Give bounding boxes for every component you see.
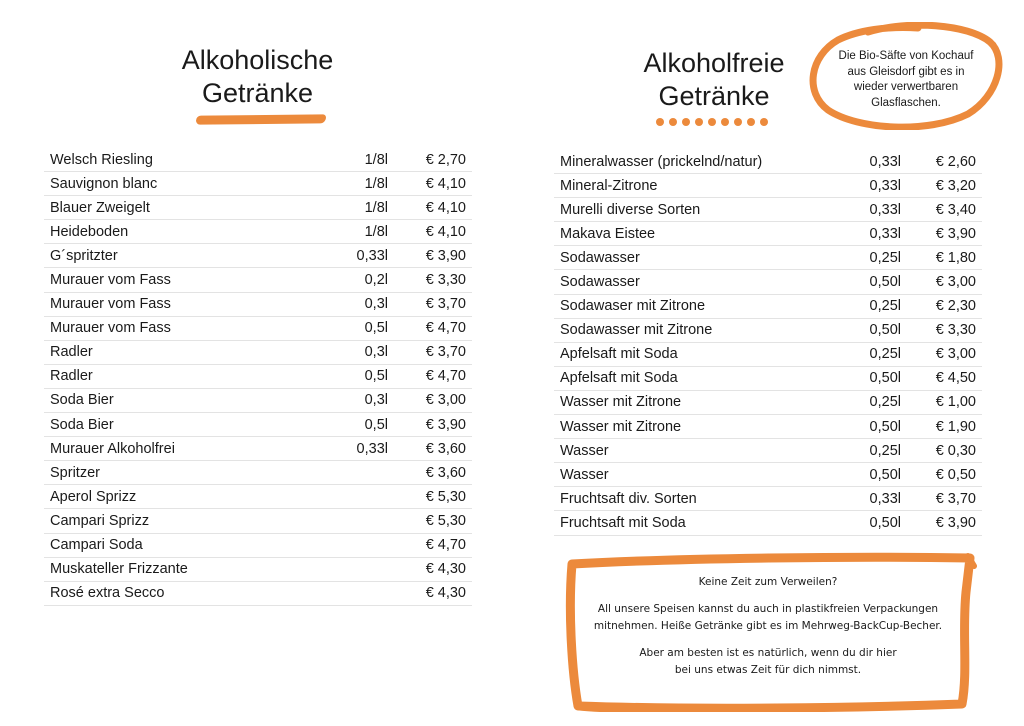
price-amount: 4,10 <box>437 199 466 216</box>
drink-price <box>390 172 472 196</box>
drink-price <box>915 487 982 511</box>
info-heading: Keine Zeit zum Verweilen? <box>698 576 838 588</box>
menu-item-row <box>44 340 472 364</box>
price-amount: 5,30 <box>437 512 466 529</box>
drink-size: 0,3l <box>322 292 390 316</box>
drink-price <box>390 148 472 172</box>
menu-item-row <box>554 390 982 414</box>
takeaway-info-text <box>578 574 958 689</box>
currency-symbol: € <box>935 298 944 315</box>
info-paragraph-2: Aber am besten ist es natürlich, wenn du dir hier bei uns etwas Zeit für dich nimmst. <box>639 647 897 676</box>
currency-symbol: € <box>425 464 434 481</box>
currency-symbol: € <box>935 177 944 194</box>
drink-name: Sodawaser mit Zitrone <box>554 294 845 318</box>
drink-size <box>322 557 390 581</box>
drink-name: Fruchtsaft div. Sorten <box>554 487 845 511</box>
drink-size: 0,33l <box>845 198 915 222</box>
title-dotted-ornament <box>656 118 786 130</box>
currency-symbol: € <box>425 488 434 505</box>
drink-size: 0,50l <box>845 415 915 439</box>
menu-item-row <box>44 485 472 509</box>
drink-size: 0,25l <box>845 439 915 463</box>
price-amount: 3,60 <box>437 440 466 457</box>
drink-size: 0,33l <box>845 150 915 174</box>
drink-price <box>390 388 472 412</box>
drink-size: 1/8l <box>322 220 390 244</box>
price-amount: 3,30 <box>437 272 466 289</box>
drink-price <box>390 437 472 461</box>
drink-name: Campari Soda <box>44 533 322 557</box>
drink-price <box>915 511 982 535</box>
currency-symbol: € <box>425 416 434 433</box>
drink-name: Wasser <box>554 463 845 487</box>
drink-price <box>390 533 472 557</box>
title-underline-brush <box>196 114 326 124</box>
drink-price <box>390 244 472 268</box>
drink-price <box>390 581 472 605</box>
menu-item-row <box>44 268 472 292</box>
drink-size: 0,50l <box>845 511 915 535</box>
drink-size: 1/8l <box>322 148 390 172</box>
drink-name: Soda Bier <box>44 413 322 437</box>
menu-item-row <box>554 198 982 222</box>
menu-item-row <box>44 244 472 268</box>
currency-symbol: € <box>425 296 434 313</box>
drink-name: Murauer vom Fass <box>44 292 322 316</box>
price-amount: 4,30 <box>437 585 466 602</box>
drink-size <box>322 581 390 605</box>
drink-name: Rosé extra Secco <box>44 581 322 605</box>
drink-name: Murauer Alkoholfrei <box>44 437 322 461</box>
drink-name: Radler <box>44 364 322 388</box>
drink-name: Wasser mit Zitrone <box>554 415 845 439</box>
title-line-1: Alkoholfreie <box>643 48 785 78</box>
currency-symbol: € <box>935 394 944 411</box>
drink-name: Fruchtsaft mit Soda <box>554 511 845 535</box>
currency-symbol: € <box>425 537 434 554</box>
drink-name: Wasser <box>554 439 845 463</box>
currency-symbol: € <box>425 344 434 361</box>
price-amount: 2,60 <box>947 153 976 170</box>
currency-symbol: € <box>935 346 944 363</box>
drink-size <box>322 509 390 533</box>
drink-price <box>915 174 982 198</box>
menu-item-row <box>44 413 472 437</box>
drink-price <box>915 342 982 366</box>
menu-item-row <box>44 509 472 533</box>
menu-item-row <box>44 437 472 461</box>
drink-name: Sodawasser <box>554 246 845 270</box>
drink-name: Apfelsaft mit Soda <box>554 366 845 390</box>
drink-name: Makava Eistee <box>554 222 845 246</box>
price-amount: 3,70 <box>437 344 466 361</box>
menu-item-row <box>44 220 472 244</box>
drink-price <box>915 198 982 222</box>
drink-size <box>322 533 390 557</box>
menu-item-row <box>44 364 472 388</box>
drink-size <box>322 485 390 509</box>
price-amount: 4,70 <box>437 368 466 385</box>
menu-item-row <box>44 461 472 485</box>
drink-price <box>915 318 982 342</box>
drink-price <box>915 270 982 294</box>
price-amount: 3,20 <box>947 177 976 194</box>
price-amount: 3,00 <box>437 392 466 409</box>
drink-size: 0,25l <box>845 294 915 318</box>
drink-name: Murelli diverse Sorten <box>554 198 845 222</box>
drink-size: 0,25l <box>845 342 915 366</box>
drink-price <box>390 268 472 292</box>
drink-size: 1/8l <box>322 196 390 220</box>
currency-symbol: € <box>935 514 944 531</box>
price-amount: 5,30 <box>437 488 466 505</box>
drink-name: G´spritzter <box>44 244 322 268</box>
currency-symbol: € <box>425 223 434 240</box>
currency-symbol: € <box>935 322 944 339</box>
drink-size <box>322 461 390 485</box>
drink-size: 0,25l <box>845 390 915 414</box>
drink-price <box>390 413 472 437</box>
price-amount: 2,30 <box>947 298 976 315</box>
currency-symbol: € <box>935 274 944 291</box>
drink-price <box>915 390 982 414</box>
drink-price <box>915 150 982 174</box>
drink-price <box>390 292 472 316</box>
price-amount: 2,70 <box>437 151 466 168</box>
currency-symbol: € <box>425 561 434 578</box>
non-alcoholic-drinks-title <box>620 47 808 113</box>
price-amount: 3,90 <box>947 514 976 531</box>
drink-size: 0,33l <box>322 244 390 268</box>
menu-item-row <box>554 487 982 511</box>
menu-item-row <box>554 511 982 535</box>
currency-symbol: € <box>935 466 944 483</box>
drink-name: Apfelsaft mit Soda <box>554 342 845 366</box>
currency-symbol: € <box>935 418 944 435</box>
drink-name: Sodawasser mit Zitrone <box>554 318 845 342</box>
currency-symbol: € <box>425 247 434 264</box>
drink-price <box>915 463 982 487</box>
menu-item-row <box>44 172 472 196</box>
title-line-1: Alkoholische <box>181 45 334 75</box>
currency-symbol: € <box>935 370 944 387</box>
drink-size: 0,5l <box>322 316 390 340</box>
price-amount: 3,40 <box>947 201 976 218</box>
menu-item-row <box>44 148 472 172</box>
drink-size: 0,25l <box>845 246 915 270</box>
currency-symbol: € <box>935 225 944 242</box>
price-amount: 3,00 <box>947 274 976 291</box>
drink-size: 0,5l <box>322 413 390 437</box>
drink-price <box>390 340 472 364</box>
drink-price <box>390 461 472 485</box>
drink-name: Welsch Riesling <box>44 148 322 172</box>
drink-name: Muskateller Frizzante <box>44 557 322 581</box>
currency-symbol: € <box>425 175 434 192</box>
menu-item-row <box>44 196 472 220</box>
menu-item-row <box>554 246 982 270</box>
alcoholic-drinks-table <box>44 148 472 606</box>
takeaway-info-box <box>558 552 978 712</box>
price-amount: 4,30 <box>437 561 466 578</box>
drink-size: 0,3l <box>322 340 390 364</box>
drink-size: 0,33l <box>322 437 390 461</box>
currency-symbol: € <box>425 440 434 457</box>
price-amount: 1,00 <box>947 394 976 411</box>
menu-item-row <box>44 533 472 557</box>
currency-symbol: € <box>425 199 434 216</box>
drink-name: Mineralwasser (prickelnd/natur) <box>554 150 845 174</box>
drink-price <box>915 222 982 246</box>
price-amount: 4,70 <box>437 320 466 337</box>
drink-price <box>915 246 982 270</box>
drink-name: Mineral-Zitrone <box>554 174 845 198</box>
currency-symbol: € <box>425 368 434 385</box>
price-amount: 3,90 <box>437 416 466 433</box>
currency-symbol: € <box>425 151 434 168</box>
drink-name: Sauvignon blanc <box>44 172 322 196</box>
drink-name: Wasser mit Zitrone <box>554 390 845 414</box>
menu-item-row <box>554 270 982 294</box>
drink-name: Sodawasser <box>554 270 845 294</box>
drink-name: Aperol Sprizz <box>44 485 322 509</box>
menu-item-row <box>554 463 982 487</box>
price-amount: 3,70 <box>437 296 466 313</box>
drink-size: 0,33l <box>845 487 915 511</box>
title-line-2: Getränke <box>201 78 314 108</box>
menu-item-row <box>554 150 982 174</box>
drink-price <box>915 366 982 390</box>
drink-price <box>390 557 472 581</box>
price-amount: 4,10 <box>437 223 466 240</box>
menu-item-row <box>44 316 472 340</box>
drink-size: 0,50l <box>845 366 915 390</box>
bio-juice-note <box>808 22 1004 130</box>
drink-price <box>390 485 472 509</box>
drink-name: Heideboden <box>44 220 322 244</box>
menu-item-row <box>554 294 982 318</box>
menu-item-row <box>44 557 472 581</box>
currency-symbol: € <box>935 490 944 507</box>
menu-item-row <box>554 174 982 198</box>
price-amount: 0,50 <box>947 466 976 483</box>
price-amount: 4,50 <box>947 370 976 387</box>
price-amount: 3,60 <box>437 464 466 481</box>
currency-symbol: € <box>935 249 944 266</box>
drink-name: Radler <box>44 340 322 364</box>
price-amount: 1,90 <box>947 418 976 435</box>
drink-size: 0,2l <box>322 268 390 292</box>
price-amount: 4,70 <box>437 537 466 554</box>
currency-symbol: € <box>935 153 944 170</box>
price-amount: 1,80 <box>947 249 976 266</box>
menu-item-row <box>44 388 472 412</box>
drink-name: Blauer Zweigelt <box>44 196 322 220</box>
bio-note-text: Die Bio-Säfte von Kochauf aus Gleisdorf gibt es in wieder verwertbaren Glasflaschen. <box>838 50 974 109</box>
drink-size: 0,50l <box>845 270 915 294</box>
currency-symbol: € <box>425 585 434 602</box>
currency-symbol: € <box>935 201 944 218</box>
menu-item-row <box>554 415 982 439</box>
title-line-2: Getränke <box>658 81 770 111</box>
drink-name: Campari Sprizz <box>44 509 322 533</box>
menu-item-row <box>554 222 982 246</box>
drink-price <box>390 316 472 340</box>
drink-name: Murauer vom Fass <box>44 268 322 292</box>
menu-item-row <box>554 366 982 390</box>
drink-name: Spritzer <box>44 461 322 485</box>
non-alcoholic-drinks-table <box>554 150 982 536</box>
drink-size: 1/8l <box>322 172 390 196</box>
currency-symbol: € <box>935 442 944 459</box>
drink-size: 0,5l <box>322 364 390 388</box>
price-amount: 0,30 <box>947 442 976 459</box>
drink-name: Soda Bier <box>44 388 322 412</box>
menu-item-row <box>44 581 472 605</box>
drink-size: 0,3l <box>322 388 390 412</box>
currency-symbol: € <box>425 320 434 337</box>
currency-symbol: € <box>425 272 434 289</box>
drink-price <box>390 220 472 244</box>
drink-size: 0,33l <box>845 222 915 246</box>
drink-price <box>390 196 472 220</box>
drink-name: Murauer vom Fass <box>44 316 322 340</box>
price-amount: 3,00 <box>947 346 976 363</box>
currency-symbol: € <box>425 392 434 409</box>
price-amount: 3,30 <box>947 322 976 339</box>
price-amount: 3,90 <box>437 247 466 264</box>
drink-size: 0,50l <box>845 318 915 342</box>
menu-item-row <box>554 318 982 342</box>
drink-price <box>390 509 472 533</box>
menu-item-row <box>554 439 982 463</box>
price-amount: 3,70 <box>947 490 976 507</box>
drink-size: 0,50l <box>845 463 915 487</box>
menu-item-row <box>554 342 982 366</box>
alcoholic-drinks-title <box>155 44 360 110</box>
drink-price <box>915 439 982 463</box>
currency-symbol: € <box>425 512 434 529</box>
drink-size: 0,33l <box>845 174 915 198</box>
drink-price <box>915 415 982 439</box>
info-paragraph-1: All unsere Speisen kannst du auch in plastikfreien Verpackungen mitnehmen. Heiße Getränke gibt es im Mehrweg-BackCup-Becher. <box>593 603 943 632</box>
drink-price <box>390 364 472 388</box>
price-amount: 3,90 <box>947 225 976 242</box>
menu-item-row <box>44 292 472 316</box>
drink-price <box>915 294 982 318</box>
price-amount: 4,10 <box>437 175 466 192</box>
